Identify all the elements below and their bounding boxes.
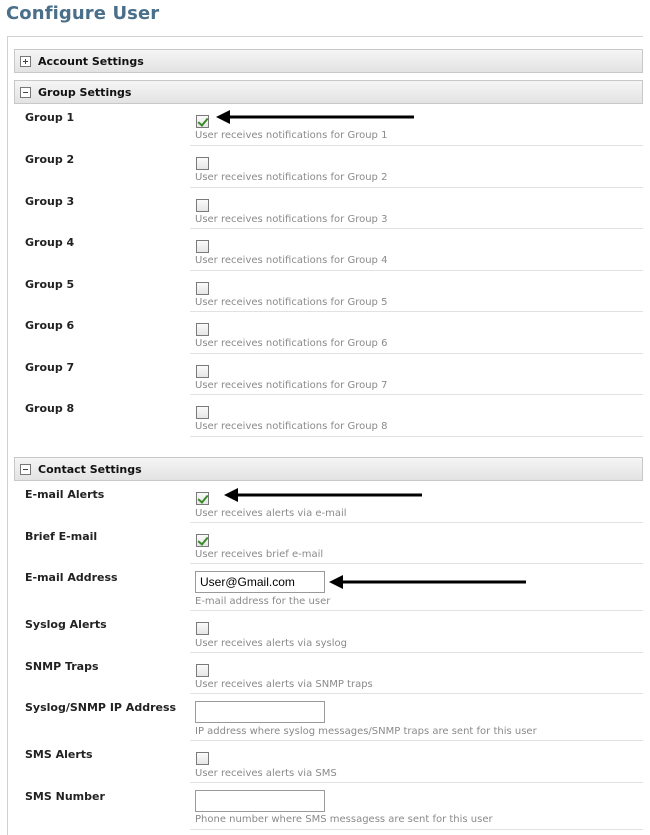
help-text: User receives notifications for Group 8 xyxy=(195,421,388,432)
help-text: User receives notifications for Group 1 xyxy=(195,130,388,141)
help-text: User receives alerts via syslog xyxy=(195,638,347,649)
group-6-checkbox[interactable] xyxy=(196,323,209,336)
field-label: Group 5 xyxy=(25,278,75,291)
expand-icon[interactable] xyxy=(20,56,31,67)
group-4-row xyxy=(14,229,643,271)
group-5-row xyxy=(14,271,643,312)
group-5-checkbox[interactable] xyxy=(196,282,209,295)
brief-email-row xyxy=(14,523,643,564)
field-cell xyxy=(190,146,643,188)
help-text: User receives notifications for Group 4 xyxy=(195,255,388,266)
help-text: User receives notifications for Group 3 xyxy=(195,214,388,225)
field-label: Syslog Alerts xyxy=(25,618,107,631)
field-label: Group 8 xyxy=(25,402,75,415)
group-4-checkbox[interactable] xyxy=(196,240,209,253)
field-label: Brief E-mail xyxy=(25,530,98,543)
group-7-row xyxy=(14,354,643,395)
syslog-ip-row xyxy=(14,694,643,741)
field-cell xyxy=(190,611,643,653)
group-6-row xyxy=(14,312,643,354)
help-text: User receives alerts via e-mail xyxy=(195,508,347,519)
group-8-row xyxy=(14,395,643,437)
field-cell xyxy=(190,653,643,694)
sms-number-row xyxy=(14,783,643,830)
group-7-checkbox[interactable] xyxy=(196,365,209,378)
help-text: User receives brief e-mail xyxy=(195,549,324,560)
group-2-checkbox[interactable] xyxy=(196,157,209,170)
group-2-row xyxy=(14,146,643,188)
help-text: User receives notifications for Group 2 xyxy=(195,172,388,183)
field-label: Syslog/SNMP IP Address xyxy=(25,701,177,714)
sms-alerts-row xyxy=(14,741,643,783)
left-arrow-icon xyxy=(329,575,530,589)
group-8-checkbox[interactable] xyxy=(196,406,209,419)
left-arrow-icon xyxy=(216,110,418,124)
collapse-icon[interactable] xyxy=(20,87,31,98)
field-cell xyxy=(190,395,643,437)
section-title: Account Settings xyxy=(38,54,144,68)
left-arrow-icon xyxy=(224,488,426,502)
help-text: Phone number where SMS messagess are sent for this user xyxy=(195,814,493,825)
field-cell xyxy=(190,354,643,395)
field-label: Group 3 xyxy=(25,195,75,208)
email-alerts-checkbox[interactable] xyxy=(196,492,209,505)
group-1-checkbox[interactable] xyxy=(196,115,209,128)
field-cell xyxy=(190,229,643,271)
field-cell xyxy=(190,271,643,312)
help-text: User receives notifications for Group 5 xyxy=(195,297,388,308)
page-title: Configure User xyxy=(6,3,160,24)
field-label: E-mail Alerts xyxy=(25,488,105,501)
field-label: Group 4 xyxy=(25,236,75,249)
field-label: E-mail Address xyxy=(25,571,118,584)
field-label: SNMP Traps xyxy=(25,660,99,673)
field-cell xyxy=(190,783,643,830)
help-text: User receives notifications for Group 6 xyxy=(195,338,388,349)
field-cell xyxy=(190,523,643,564)
help-text: E-mail address for the user xyxy=(195,596,331,607)
field-label: Group 6 xyxy=(25,319,75,332)
brief-email-checkbox[interactable] xyxy=(196,534,209,547)
snmp-traps-row xyxy=(14,653,643,694)
snmp-traps-checkbox[interactable] xyxy=(196,664,209,677)
sms-number-input[interactable] xyxy=(195,790,325,812)
field-cell xyxy=(190,188,643,229)
syslog-ip-input[interactable] xyxy=(195,701,325,723)
section-header-contact-settings[interactable] xyxy=(14,457,643,481)
collapse-icon[interactable] xyxy=(20,464,31,475)
field-cell xyxy=(190,312,643,354)
section-header-group-settings[interactable] xyxy=(14,80,643,104)
syslog-alerts-checkbox[interactable] xyxy=(196,622,209,635)
field-cell xyxy=(190,694,643,741)
field-label: SMS Alerts xyxy=(25,748,93,761)
section-title: Group Settings xyxy=(38,85,132,99)
group-3-row xyxy=(14,188,643,229)
help-text: User receives notifications for Group 7 xyxy=(195,380,388,391)
group-3-checkbox[interactable] xyxy=(196,199,209,212)
field-label: SMS Number xyxy=(25,790,105,803)
section-header-account-settings[interactable] xyxy=(14,49,643,73)
field-label: Group 2 xyxy=(25,153,75,166)
field-label: Group 7 xyxy=(25,361,75,374)
help-text: User receives alerts via SMS xyxy=(195,768,337,779)
help-text: IP address where syslog messages/SNMP traps are sent for this user xyxy=(195,726,537,737)
field-cell xyxy=(190,741,643,783)
section-title: Contact Settings xyxy=(38,462,142,476)
help-text: User receives alerts via SNMP traps xyxy=(195,679,373,690)
sms-alerts-checkbox[interactable] xyxy=(196,752,209,765)
syslog-alerts-row xyxy=(14,611,643,653)
email-address-input[interactable] xyxy=(195,571,325,593)
field-label: Group 1 xyxy=(25,111,75,124)
